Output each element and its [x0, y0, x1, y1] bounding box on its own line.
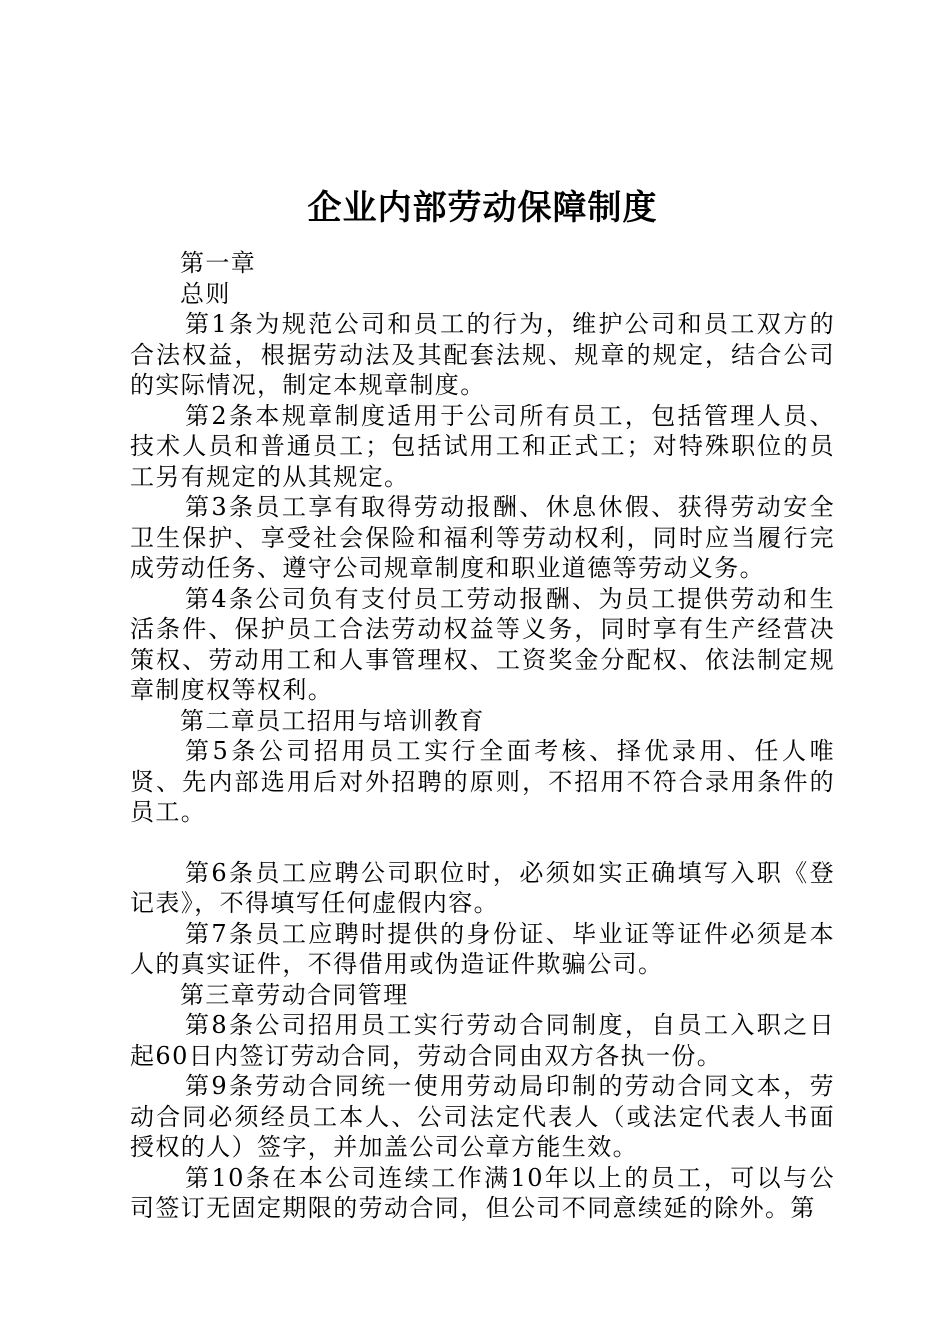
article-paragraph: 第10条在本公司连续工作满10年以上的员工，可以与公司签订无固定期限的劳动合同，但公司不同意续延的除外。第 [130, 1163, 835, 1222]
chapter-heading: 第二章员工招用与培训教育 [180, 706, 485, 735]
article-paragraph: 第5条公司招用员工实行全面考核、择优录用、任人唯贤、先内部选用后对外招聘的原则，不招用不符合录用条件的员工。 [130, 737, 835, 826]
article-paragraph: 第9条劳动合同统一使用劳动局印制的劳动合同文本，劳动合同必须经员工本人、公司法定代表人（或法定代表人书面授权的人）签字，并加盖公司公章方能生效。 [130, 1072, 835, 1161]
article-paragraph: 第8条公司招用员工实行劳动合同制度，自员工入职之日起60日内签订劳动合同，劳动合同由双方各执一份。 [130, 1011, 835, 1070]
document-title: 企业内部劳动保障制度 [307, 188, 658, 228]
document-page [130, 180, 835, 1224]
article-paragraph: 第3条员工享有取得劳动报酬、休息休假、获得劳动安全卫生保护、享受社会保险和福利等劳动权利，同时应当履行完成劳动任务、遵守公司规章制度和职业道德等劳动义务。 [130, 493, 835, 582]
chapter-heading: 第三章劳动合同管理 [180, 980, 409, 1009]
section-heading: 总则 [180, 279, 231, 308]
paragraph-gap [130, 828, 835, 858]
article-paragraph: 第6条员工应聘公司职位时，必须如实正确填写入职《登记表》，不得填写任何虚假内容。 [130, 858, 835, 917]
article-paragraph: 第4条公司负有支付员工劳动报酬、为员工提供劳动和生活条件、保护员工合法劳动权益等义务，同时享有生产经营决策权、劳动用工和人事管理权、工资奖金分配权、依法制定规章制度权等权利。 [130, 584, 835, 704]
article-paragraph: 第2条本规章制度适用于公司所有员工，包括管理人员、技术人员和普通员工；包括试用工和正式工；对特殊职位的员工另有规定的从其规定。 [130, 401, 835, 491]
chapter-heading: 第一章 [180, 249, 257, 277]
article-paragraph: 第7条员工应聘时提供的身份证、毕业证等证件必须是本人的真实证件，不得借用或伪造证件欺骗公司。 [130, 919, 835, 978]
article-paragraph: 第1条为规范公司和员工的行为，维护公司和员工双方的合法权益，根据劳动法及其配套法规、规章的规定，结合公司的实际情况，制定本规章制度。 [130, 310, 835, 399]
